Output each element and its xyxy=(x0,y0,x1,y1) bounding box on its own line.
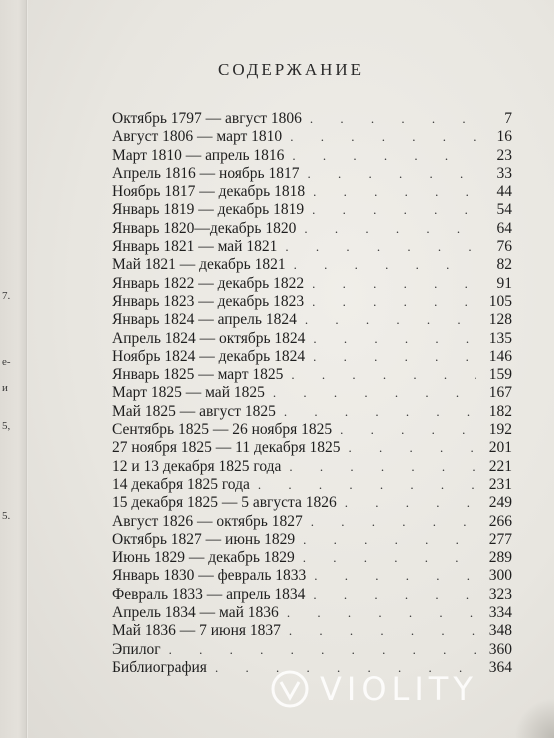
toc-entry-page-number: 105 xyxy=(488,292,512,310)
toc-entry xyxy=(112,494,512,512)
page-corner-shadow xyxy=(514,698,554,738)
toc-dot-leader xyxy=(313,348,476,366)
toc-entry-title: Март 1810 — апрель 1816 xyxy=(112,146,285,164)
toc-entry xyxy=(112,458,512,476)
toc-entry-title: Февраль 1833 — апрель 1834 xyxy=(112,585,306,603)
toc-entry-page-number: 323 xyxy=(488,585,512,603)
toc-entry-page-number: 289 xyxy=(488,549,512,567)
toc-entry-title: Январь 1821 — май 1821 xyxy=(112,238,278,256)
toc-entry-page-number: 64 xyxy=(496,219,512,237)
margin-fragment: 5, xyxy=(2,420,11,432)
toc-entry xyxy=(112,513,512,531)
toc-entry-page-number: 33 xyxy=(496,164,512,182)
toc-entry-page-number: 128 xyxy=(488,311,512,329)
toc-entry-page-number: 54 xyxy=(496,201,512,219)
margin-fragment: 5. xyxy=(2,510,11,522)
toc-dot-leader xyxy=(169,641,476,659)
toc-entry-page-number: 16 xyxy=(496,128,512,146)
toc-entry-page-number: 231 xyxy=(488,475,512,493)
toc-dot-leader xyxy=(290,128,476,146)
toc-entry-title: Ноябрь 1817 — декабрь 1818 xyxy=(112,183,306,201)
toc-dot-leader xyxy=(289,622,476,640)
toc-entry-title: 12 и 13 декабря 1825 года xyxy=(112,457,282,475)
toc-entry xyxy=(112,403,512,421)
toc-dot-leader xyxy=(285,238,476,256)
toc-entry-page-number: 300 xyxy=(488,567,512,585)
toc-dot-leader xyxy=(312,293,476,311)
toc-entry-page-number: 82 xyxy=(496,256,512,274)
toc-dot-leader xyxy=(305,311,476,329)
toc-entry-page-number: 23 xyxy=(496,146,512,164)
toc-entry xyxy=(112,641,512,659)
toc-entry-title: Сентябрь 1825 — 26 ноября 1825 xyxy=(112,421,333,439)
toc-entry xyxy=(112,293,512,311)
previous-page-edge xyxy=(0,0,27,738)
toc-entry-title: Январь 1825 — март 1825 xyxy=(112,366,284,384)
toc-dot-leader xyxy=(340,421,476,439)
book-page xyxy=(28,0,554,738)
toc-dot-leader xyxy=(292,147,476,165)
toc-entry-page-number: 360 xyxy=(488,640,512,658)
toc-dot-leader xyxy=(312,201,476,219)
toc-dot-leader xyxy=(303,531,476,549)
toc-dot-leader xyxy=(313,330,476,348)
toc-entry-page-number: 364 xyxy=(488,658,512,676)
toc-dot-leader xyxy=(289,458,476,476)
toc-entry xyxy=(112,220,512,238)
table-of-contents xyxy=(112,110,512,677)
toc-entry xyxy=(112,531,512,549)
toc-entry xyxy=(112,567,512,585)
toc-entry-title: Январь 1823 — декабрь 1823 xyxy=(112,292,305,310)
toc-entry-page-number: 135 xyxy=(488,329,512,347)
toc-entry-title: Июнь 1829 — декабрь 1829 xyxy=(112,549,295,567)
toc-dot-leader xyxy=(291,366,476,384)
toc-dot-leader xyxy=(311,513,476,531)
toc-entry-title: Август 1806 — март 1810 xyxy=(112,128,283,146)
toc-dot-leader xyxy=(258,476,476,494)
toc-entry-title: Январь 1822 — декабрь 1822 xyxy=(112,274,305,292)
toc-entry xyxy=(112,586,512,604)
toc-entry xyxy=(112,128,512,146)
toc-dot-leader xyxy=(314,567,476,585)
toc-entry-title: 14 декабря 1825 года xyxy=(112,475,250,493)
toc-entry-title: Январь 1819 — декабрь 1819 xyxy=(112,201,305,219)
toc-entry-title: Библиография xyxy=(112,658,207,676)
toc-entry xyxy=(112,622,512,640)
toc-entry-page-number: 249 xyxy=(488,494,512,512)
watermark xyxy=(270,664,478,714)
toc-entry xyxy=(112,147,512,165)
toc-entry xyxy=(112,366,512,384)
toc-entry-page-number: 7 xyxy=(504,110,512,127)
toc-entry xyxy=(112,110,512,128)
toc-entry-page-number: 182 xyxy=(488,402,512,420)
toc-entry-page-number: 266 xyxy=(488,512,512,530)
toc-dot-leader xyxy=(313,183,476,201)
margin-fragment: и xyxy=(2,382,8,394)
toc-entry-title: Эпилог xyxy=(112,640,161,658)
toc-entry-page-number: 146 xyxy=(488,347,512,365)
toc-entry-title: Март 1825 — май 1825 xyxy=(112,384,265,402)
toc-entry-title: Январь 1820—декабрь 1820 xyxy=(112,219,297,237)
toc-entry-title: Май 1836 — 7 июня 1837 xyxy=(112,622,281,640)
toc-entry-title: Апрель 1816 — ноябрь 1817 xyxy=(112,164,300,182)
toc-entry xyxy=(112,256,512,274)
toc-entry-page-number: 221 xyxy=(488,457,512,475)
toc-entry-page-number: 44 xyxy=(496,183,512,201)
toc-entry-title: Октябрь 1797 — август 1806 xyxy=(112,110,302,127)
toc-entry xyxy=(112,476,512,494)
toc-dot-leader xyxy=(312,275,476,293)
toc-entry-page-number: 76 xyxy=(496,238,512,256)
toc-dot-leader xyxy=(287,604,476,622)
page-title: СОДЕРЖАНИЕ xyxy=(218,60,365,79)
toc-entry-page-number: 159 xyxy=(488,366,512,384)
toc-entry-page-number: 277 xyxy=(488,530,512,548)
toc-dot-leader xyxy=(273,384,476,402)
toc-entry-page-number: 167 xyxy=(488,384,512,402)
toc-entry xyxy=(112,165,512,183)
toc-entry xyxy=(112,238,512,256)
toc-entry xyxy=(112,549,512,567)
toc-entry xyxy=(112,348,512,366)
margin-fragment: е- xyxy=(2,356,11,368)
toc-entry-page-number: 334 xyxy=(488,604,512,622)
toc-dot-leader xyxy=(294,256,476,274)
toc-dot-leader xyxy=(303,549,476,567)
toc-dot-leader xyxy=(308,165,476,183)
toc-entry-page-number: 201 xyxy=(488,439,512,457)
toc-dot-leader xyxy=(313,586,476,604)
toc-entry-title: Ноябрь 1824 — декабрь 1824 xyxy=(112,347,306,365)
toc-entry xyxy=(112,201,512,219)
watermark-text: VIOLITY xyxy=(320,670,478,708)
toc-entry-page-number: 192 xyxy=(488,421,512,439)
toc-dot-leader xyxy=(345,494,476,512)
toc-entry-title: Май 1821 — декабрь 1821 xyxy=(112,256,286,274)
toc-dot-leader xyxy=(310,110,476,128)
toc-entry-title: 27 ноября 1825 — 11 декабря 1825 xyxy=(112,439,341,457)
toc-entry-title: Апрель 1834 — май 1836 xyxy=(112,604,279,622)
toc-entry-title: Октябрь 1827 — июнь 1829 xyxy=(112,530,296,548)
toc-dot-leader xyxy=(284,403,476,421)
toc-entry-title: Январь 1824 — апрель 1824 xyxy=(112,311,297,329)
toc-entry xyxy=(112,311,512,329)
toc-entry xyxy=(112,384,512,402)
toc-entry-title: Январь 1830 — февраль 1833 xyxy=(112,567,307,585)
margin-fragment: 7. xyxy=(2,290,11,302)
toc-entry xyxy=(112,330,512,348)
toc-entry xyxy=(112,275,512,293)
violity-logo-icon xyxy=(270,669,310,709)
toc-entry xyxy=(112,183,512,201)
toc-entry-page-number: 91 xyxy=(496,274,512,292)
toc-entry xyxy=(112,604,512,622)
toc-entry xyxy=(112,421,512,439)
toc-entry-title: Май 1825 — август 1825 xyxy=(112,402,276,420)
toc-entry-title: Апрель 1824 — октябрь 1824 xyxy=(112,329,306,347)
toc-entry xyxy=(112,439,512,457)
toc-entry-title: 15 декабря 1825 — 5 августа 1826 xyxy=(112,494,337,512)
toc-entry-page-number: 348 xyxy=(488,622,512,640)
toc-dot-leader xyxy=(304,220,476,238)
toc-dot-leader xyxy=(349,439,476,457)
toc-entry-title: Август 1826 — октябрь 1827 xyxy=(112,512,303,530)
